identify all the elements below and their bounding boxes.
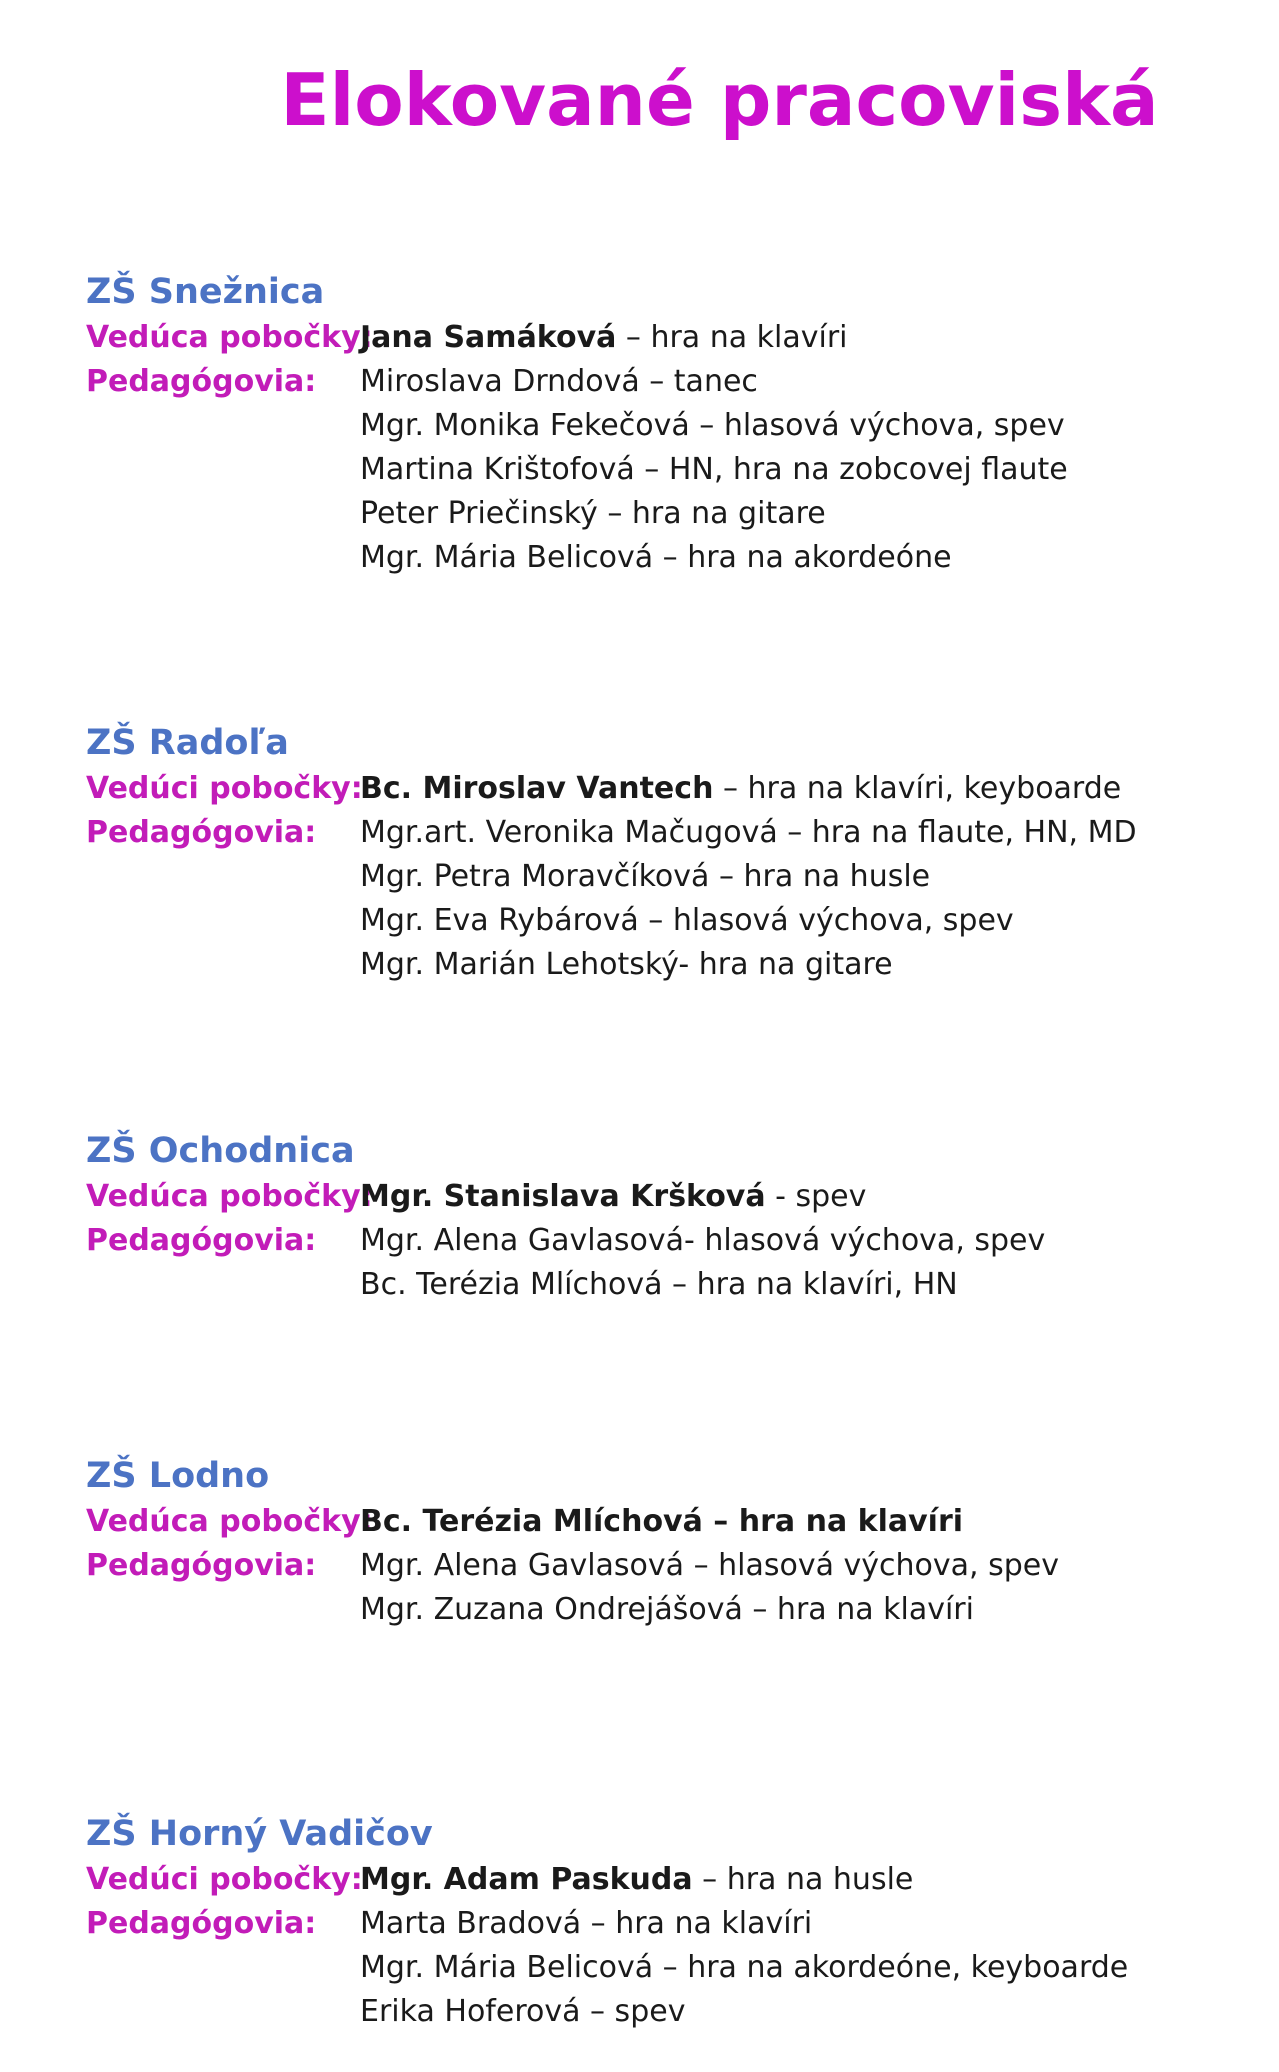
teacher-entry: Erika Hoferová – spev xyxy=(360,1994,686,2029)
teachers-label: Pedagógovia: xyxy=(86,364,317,399)
school-name: ZŠ Radoľa xyxy=(86,723,289,763)
teacher-entry: Mgr. Marián Lehotský- hra na gitare xyxy=(360,947,893,982)
leader-name: Mgr. Stanislava Kršková xyxy=(360,1179,766,1214)
school-name: ZŠ Horný Vadičov xyxy=(86,1814,433,1854)
leader-label: Vedúca pobočky: xyxy=(86,1179,373,1214)
teacher-row xyxy=(86,1219,1236,1263)
teacher-row xyxy=(86,1588,1236,1632)
teacher-entry: Mgr. Eva Rybárová – hlasová výchova, spev xyxy=(360,903,1014,938)
teacher-entry: Martina Krištofová – HN, hra na zobcovej flaute xyxy=(360,452,1068,487)
teacher-row xyxy=(86,943,1236,987)
leader-value xyxy=(360,316,848,360)
leader-subject: – hra na klavíri xyxy=(616,320,848,355)
teacher-row xyxy=(86,1946,1236,1990)
section-lodno xyxy=(86,1452,1236,1632)
section-ochodnica xyxy=(86,1127,1236,1307)
leader-name: Mgr. Adam Paskuda xyxy=(360,1862,693,1897)
teacher-entry: Mgr. Alena Gavlasová- hlasová výchova, spev xyxy=(360,1223,1046,1258)
leader-row xyxy=(86,1500,1236,1544)
school-name: ZŠ Lodno xyxy=(86,1456,270,1496)
teacher-row xyxy=(86,404,1236,448)
teacher-row xyxy=(86,811,1236,855)
teachers-label: Pedagógovia: xyxy=(86,1906,317,1941)
leader-value xyxy=(360,1175,866,1219)
leader-label: Vedúci pobočky: xyxy=(86,1862,363,1897)
leader-name: Bc. Terézia Mlíchová – hra na klavíri xyxy=(360,1504,964,1539)
teacher-entry: Mgr. Monika Fekečová – hlasová výchova, spev xyxy=(360,408,1065,443)
teachers-label: Pedagógovia: xyxy=(86,1548,317,1583)
teacher-entry: Mgr. Mária Belicová – hra na akordeóne xyxy=(360,540,952,575)
teacher-row xyxy=(86,1544,1236,1588)
teacher-row xyxy=(86,1990,1236,2034)
section-radola xyxy=(86,719,1236,987)
teacher-row xyxy=(86,536,1236,580)
leader-name: Bc. Miroslav Vantech xyxy=(360,771,714,806)
teachers-label: Pedagógovia: xyxy=(86,815,317,850)
teacher-entry: Peter Priečinský – hra na gitare xyxy=(360,496,826,531)
section-snežnica xyxy=(86,268,1236,580)
teacher-entry: Mgr. Alena Gavlasová – hlasová výchova, spev xyxy=(360,1548,1059,1583)
teacher-row xyxy=(86,855,1236,899)
teacher-row xyxy=(86,899,1236,943)
page-title: Elokované pracoviská xyxy=(280,58,1159,142)
teacher-row xyxy=(86,1902,1236,1946)
teacher-entry: Miroslava Drndová – tanec xyxy=(360,364,758,399)
teachers-label: Pedagógovia: xyxy=(86,1223,317,1258)
teacher-row xyxy=(86,448,1236,492)
leader-row xyxy=(86,316,1236,360)
leader-row xyxy=(86,1858,1236,1902)
leader-label: Vedúca pobočky: xyxy=(86,320,373,355)
leader-subject: – hra na klavíri, keyboarde xyxy=(713,771,1122,806)
leader-value xyxy=(360,767,1121,811)
leader-row xyxy=(86,767,1236,811)
leader-name: Jana Samáková xyxy=(360,320,617,355)
leader-label: Vedúci pobočky: xyxy=(86,771,363,806)
leader-row xyxy=(86,1175,1236,1219)
teacher-entry: Mgr. Petra Moravčíková – hra na husle xyxy=(360,859,931,894)
teacher-entry: Marta Bradová – hra na klavíri xyxy=(360,1906,813,1941)
teacher-entry: Mgr. Mária Belicová – hra na akordeóne, keyboarde xyxy=(360,1950,1129,1985)
teacher-row xyxy=(86,492,1236,536)
teacher-entry: Mgr.art. Veronika Mačugová – hra na flaute, HN, MD xyxy=(360,815,1137,850)
school-name: ZŠ Ochodnica xyxy=(86,1131,355,1171)
leader-label: Vedúca pobočky: xyxy=(86,1504,373,1539)
leader-value xyxy=(360,1858,913,1902)
teacher-entry: Bc. Terézia Mlíchová – hra na klavíri, HN xyxy=(360,1267,958,1302)
school-name: ZŠ Snežnica xyxy=(86,272,325,312)
teacher-row xyxy=(86,1263,1236,1307)
leader-subject: – hra na husle xyxy=(692,1862,914,1897)
teacher-row xyxy=(86,360,1236,404)
leader-value xyxy=(360,1500,963,1544)
leader-subject: - spev xyxy=(765,1179,867,1214)
section-horny-vadicov xyxy=(86,1810,1236,2034)
teacher-entry: Mgr. Zuzana Ondrejášová – hra na klavíri xyxy=(360,1592,974,1627)
